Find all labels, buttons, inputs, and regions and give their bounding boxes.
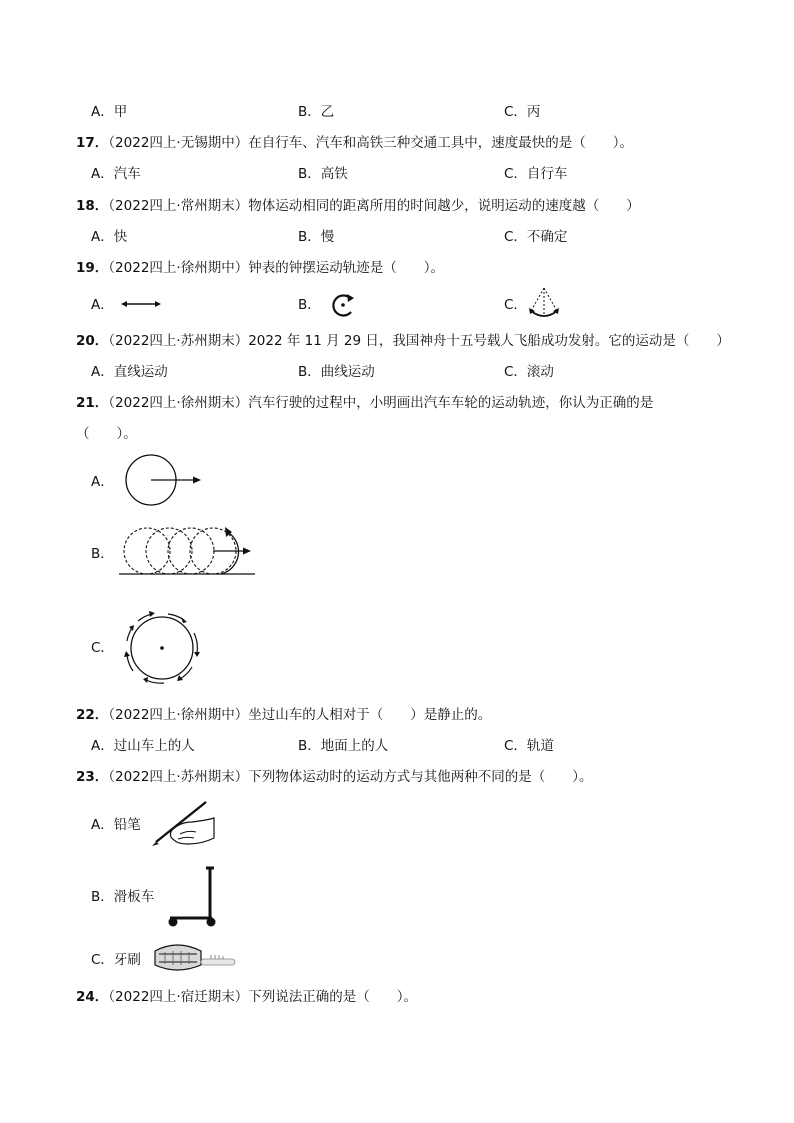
- q20-option-c[interactable]: C．滚动: [504, 364, 554, 380]
- question-number: 17．: [76, 135, 109, 151]
- question-text: 汽车行驶的过程中，小明画出汽车车轮的运动轨迹，你认为正确的是: [248, 395, 654, 411]
- question-20: [76, 332, 730, 350]
- question-number: 23．: [76, 769, 109, 785]
- q16-option-a[interactable]: A．甲: [91, 104, 128, 120]
- q17-option-c[interactable]: C．自行车: [504, 166, 568, 182]
- question-number: 24．: [76, 989, 109, 1005]
- question-source: （2022四上·徐州期末）: [108, 395, 249, 411]
- question-17: [76, 134, 633, 152]
- question-19: [76, 259, 444, 277]
- question-text: 在自行车、汽车和高铁三种交通工具中，速度最快的是（ ）。: [248, 135, 633, 151]
- q23-option-c[interactable]: C．牙刷: [91, 952, 141, 968]
- q18-option-a[interactable]: A．快: [91, 229, 128, 245]
- question-source: （2022四上·苏州期末）: [108, 769, 249, 785]
- q23-option-a[interactable]: A．铅笔: [91, 817, 141, 833]
- question-number: 21．: [76, 395, 109, 411]
- q20-option-b[interactable]: B．曲线运动: [298, 364, 375, 380]
- q21-option-a[interactable]: A．: [91, 474, 114, 490]
- q21-option-b[interactable]: B．: [91, 546, 114, 562]
- double-arrow-icon: [120, 297, 162, 311]
- question-number: 18．: [76, 198, 109, 214]
- question-source: （2022四上·徐州期中）: [108, 260, 249, 276]
- q16-option-c[interactable]: C．丙: [504, 104, 541, 120]
- question-23: [76, 768, 592, 786]
- teeth-toothbrush-icon: [151, 941, 239, 975]
- question-22: [76, 706, 491, 724]
- wheel-arrow-figure: [123, 453, 205, 509]
- q19-option-b[interactable]: B．: [298, 297, 321, 313]
- question-text: 2022 年 11 月 29 日，我国神舟十五号载人飞船成功发射。它的运动是（ ）: [248, 333, 730, 349]
- question-source: （2022四上·宿迁期末）: [108, 989, 249, 1005]
- scooter-icon: [166, 864, 224, 930]
- question-source: （2022四上·徐州期中）: [108, 707, 249, 723]
- question-number: 22．: [76, 707, 109, 723]
- question-18: [76, 197, 640, 215]
- question-source: （2022四上·无锡期中）: [108, 135, 249, 151]
- question-source: （2022四上·常州期末）: [108, 198, 249, 214]
- q19-option-a[interactable]: A．: [91, 297, 114, 313]
- question-source: （2022四上·苏州期末）: [108, 333, 249, 349]
- q19-option-c[interactable]: C．: [504, 297, 527, 313]
- question-21: [76, 394, 653, 412]
- pendulum-arc-icon: [526, 285, 562, 319]
- question-number: 20．: [76, 333, 109, 349]
- q22-option-a[interactable]: A．过山车上的人: [91, 738, 195, 754]
- question-number: 19．: [76, 260, 109, 276]
- q22-option-c[interactable]: C．轨道: [504, 738, 554, 754]
- q22-option-b[interactable]: B．地面上的人: [298, 738, 389, 754]
- question-text: 下列说法正确的是（ ）。: [248, 989, 417, 1005]
- q23-option-b[interactable]: B．滑板车: [91, 889, 155, 905]
- question-text: 坐过山车的人相对于（ ）是静止的。: [248, 707, 492, 723]
- rolling-wheel-trajectory-figure: [117, 524, 259, 580]
- question-21-continuation: （ ）。: [76, 426, 137, 442]
- question-text: 钟表的钟摆运动轨迹是（ ）。: [248, 260, 444, 276]
- question-24: [76, 988, 417, 1006]
- rotating-wheel-figure: [122, 611, 202, 687]
- question-text: 下列物体运动时的运动方式与其他两种不同的是（ ）。: [248, 769, 593, 785]
- q17-option-a[interactable]: A．汽车: [91, 166, 141, 182]
- circular-arrow-icon: [329, 292, 359, 318]
- q20-option-a[interactable]: A．直线运动: [91, 364, 168, 380]
- question-text: 物体运动相同的距离所用的时间越少，说明运动的速度越（ ）: [248, 198, 640, 214]
- pencil-hand-icon: [150, 800, 216, 848]
- q21-option-c[interactable]: C．: [91, 640, 114, 656]
- q18-option-b[interactable]: B．慢: [298, 229, 335, 245]
- q16-option-b[interactable]: B．乙: [298, 104, 335, 120]
- q18-option-c[interactable]: C．不确定: [504, 229, 568, 245]
- q17-option-b[interactable]: B．高铁: [298, 166, 348, 182]
